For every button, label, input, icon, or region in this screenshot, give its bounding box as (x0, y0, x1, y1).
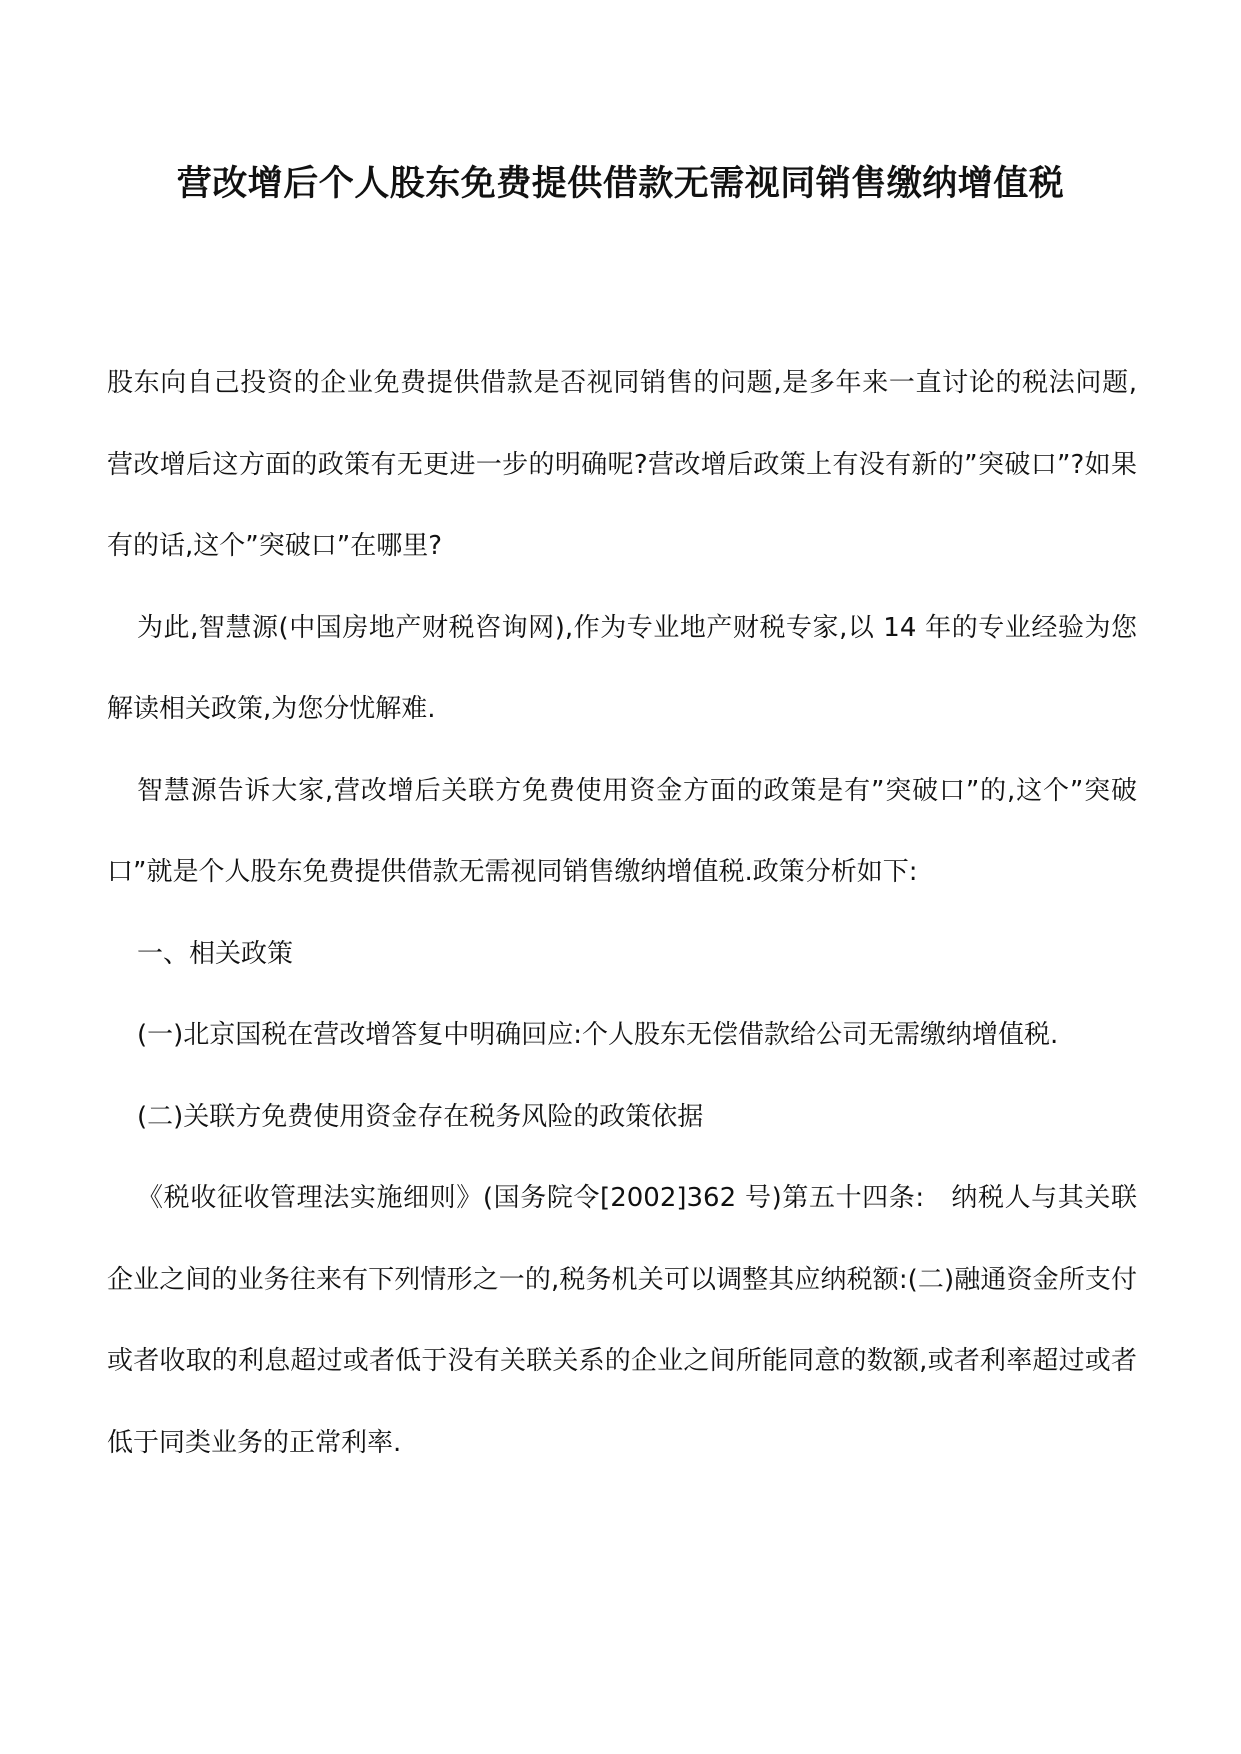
paragraph-intro: 股东向自己投资的企业免费提供借款是否视同销售的问题,是多年来一直讨论的税法问题,营改增后这方面的政策有无更进一步的明确呢?营改增后政策上有没有新的”突破口”?如果有的话,这个”突破口”在哪里? (107, 368, 1137, 561)
subheading-policy-basis: (二)关联方免费使用资金存在税务风险的政策依据 (137, 1101, 704, 1132)
paragraph-beijing-tax-reply: (一)北京国税在营改增答复中明确回应:个人股东无偿借款给公司无需缴纳增值税. (137, 1020, 1059, 1050)
document-title: 营改增后个人股东免费提供借款无需视同销售缴纳增值税 (176, 164, 1065, 204)
section-heading-related-policy: 一、相关政策 (137, 938, 294, 969)
paragraph-zhihuiyuan-intro: 为此,智慧源(中国房地产财税咨询网),作为专业地产财税专家,以 14 年的专业经验为您解读相关政策,为您分忧解难. (107, 612, 1137, 724)
document-body (107, 343, 1137, 1484)
paragraph-tax-law-article-54: 《税收征收管理法实施细则》(国务院令[2002]362 号)第五十四条: 纳税人与其关联企业之间的业务往来有下列情形之一的,税务机关可以调整其应纳税额:(二)融通资金所支付或者收取的利息超过或者低于没有关联关系的企业之间所能同意的数额,或者利率超过或者低于同类业务的正常利率. (107, 1183, 1137, 1458)
paragraph-breakthrough: 智慧源告诉大家,营改增后关联方免费使用资金方面的政策是有”突破口”的,这个”突破口”就是个人股东免费提供借款无需视同销售缴纳增值税.政策分析如下: (107, 775, 1137, 887)
